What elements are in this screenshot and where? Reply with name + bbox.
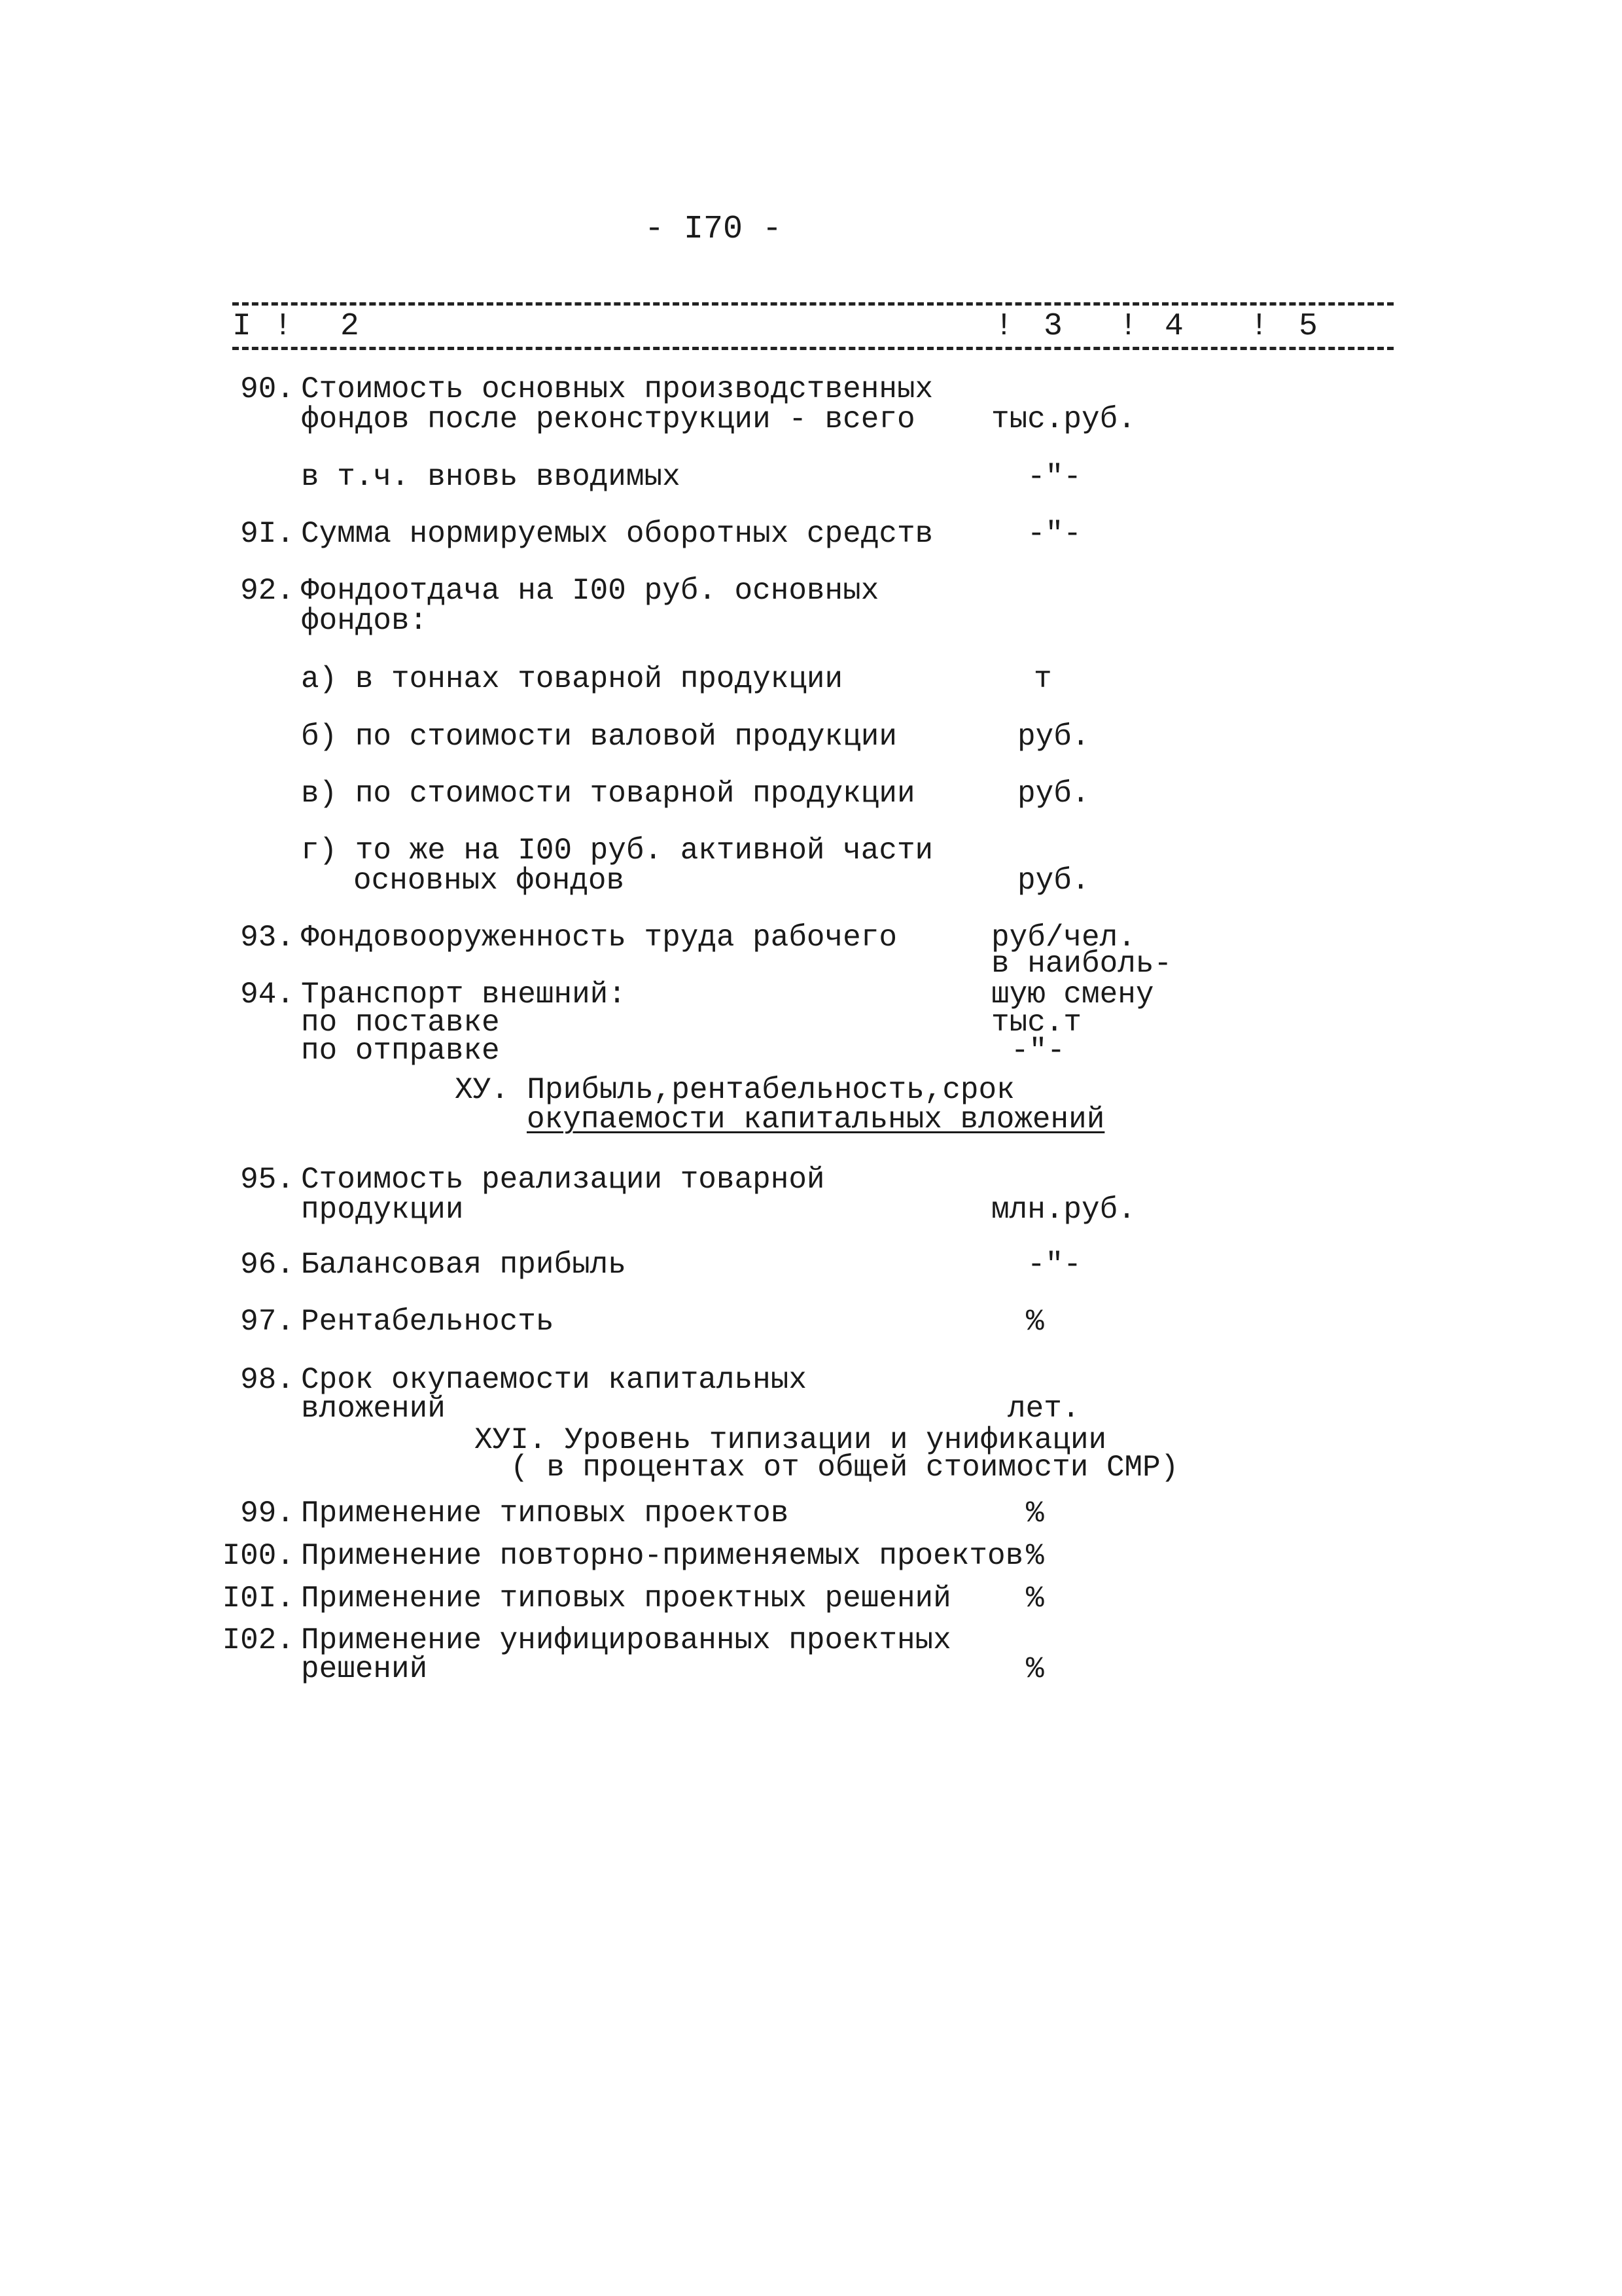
section-15-title-line2: окупаемости капитальных вложений: [527, 1103, 1105, 1137]
row-102-unit: %: [1026, 1652, 1044, 1686]
row-93-label: Фондовооруженность труда рабочего: [301, 921, 897, 955]
row-99-unit: %: [1026, 1496, 1044, 1530]
row-97-unit: %: [1026, 1305, 1044, 1339]
row-95-label-line1: Стоимость реализации товарной: [301, 1163, 825, 1197]
row-92-number: 92.: [240, 574, 294, 608]
header-col4: 4: [1165, 309, 1184, 344]
row-93-unit: руб/чел.: [991, 921, 1136, 955]
row-92c-unit: руб.: [1017, 777, 1090, 811]
row-95-number: 95.: [240, 1163, 294, 1197]
page-number: - I70 -: [644, 211, 783, 248]
header-col3: 3: [1044, 309, 1063, 344]
row-93-number: 93.: [240, 921, 294, 955]
row-98-label-line1: Срок окупаемости капитальных: [301, 1363, 807, 1397]
header-sep2: !: [995, 309, 1014, 344]
header-bottom-rule: [232, 347, 1394, 350]
row-97-number: 97.: [240, 1305, 294, 1339]
row-91-unit: -"-: [1027, 517, 1082, 551]
row-95-label-line2: продукции: [301, 1193, 464, 1227]
row-100-number: I00.: [222, 1539, 294, 1573]
row-92-label-line1: Фондоотдача на I00 руб. основных: [301, 574, 879, 608]
row-92d-unit: руб.: [1017, 864, 1090, 898]
row-92d-label-line2: основных фондов: [353, 864, 625, 898]
header-col5: 5: [1299, 309, 1318, 344]
row-90-label-line2: фондов после реконструкции - всего: [301, 402, 915, 436]
header-col1: I: [232, 309, 251, 344]
row-102-label-line2: решений: [301, 1652, 428, 1686]
row-99-label: Применение типовых проектов: [301, 1496, 789, 1530]
row-100-unit: %: [1026, 1539, 1044, 1573]
row-92b-unit: руб.: [1017, 720, 1090, 754]
row-91-label: Сумма нормируемых оборотных средств: [301, 517, 934, 551]
row-98-number: 98.: [240, 1363, 294, 1397]
row-96-number: 96.: [240, 1248, 294, 1282]
row-92c-label: в) по стоимости товарной продукции: [301, 777, 915, 811]
row-92b-label: б) по стоимости валовой продукции: [301, 720, 897, 754]
header-top-rule: [232, 302, 1394, 306]
row-102-label-line1: Применение унифицированных проектных: [301, 1623, 951, 1657]
row-94-unit-line4: -"-: [1011, 1034, 1065, 1068]
row-91-number: 9I.: [240, 517, 294, 551]
header-sep3: !: [1119, 309, 1138, 344]
row-92-label-line2: фондов:: [301, 604, 428, 638]
section-16-title-line2: ( в процентах от общей стоимости СМР): [510, 1451, 1179, 1485]
row-90-number: 90.: [240, 372, 294, 406]
row-90a-label: в т.ч. вновь вводимых: [301, 460, 680, 494]
row-92d-label-line1: г) то же на I00 руб. активной части: [301, 834, 934, 868]
row-94-label-line3: по отправке: [301, 1034, 500, 1068]
row-101-label: Применение типовых проектных решений: [301, 1581, 951, 1616]
row-100-label: Применение повторно-применяемых проектов: [301, 1539, 1024, 1573]
row-96-unit: -"-: [1027, 1248, 1082, 1282]
row-98-label-line2: вложений: [301, 1392, 446, 1426]
header-sep4: !: [1250, 309, 1269, 344]
row-102-number: I02.: [222, 1623, 294, 1657]
row-92a-label: а) в тоннах товарной продукции: [301, 662, 843, 696]
row-94-label-line1: Транспорт внешний:: [301, 978, 626, 1012]
row-96-label: Балансовая прибыль: [301, 1248, 626, 1282]
row-98-unit: лет.: [1008, 1392, 1080, 1426]
row-90-unit: тыс.руб.: [991, 402, 1136, 436]
row-94-label-line2: по поставке: [301, 1006, 500, 1040]
row-99-number: 99.: [240, 1496, 294, 1530]
row-90a-unit: -"-: [1027, 460, 1082, 494]
section-15-title-line1: ХУ. Прибыль,рентабельность,срок: [455, 1073, 1015, 1107]
row-101-unit: %: [1026, 1581, 1044, 1616]
row-101-number: I0I.: [222, 1581, 294, 1616]
row-94-number: 94.: [240, 978, 294, 1012]
header-col2: 2: [340, 309, 359, 344]
row-97-label: Рентабельность: [301, 1305, 554, 1339]
row-90-label-line1: Стоимость основных производственных: [301, 372, 934, 406]
row-94-unit-line3: тыс.т: [991, 1006, 1082, 1040]
row-94-unit-line1: в наиболь-: [991, 947, 1172, 981]
row-95-unit: млн.руб.: [991, 1193, 1136, 1227]
row-92a-unit: т: [1034, 662, 1052, 696]
header-sep1: !: [273, 309, 292, 344]
row-94-unit-line2: шую смену: [991, 978, 1154, 1012]
section-16-title-line1: ХУI. Уровень типизации и унификации: [474, 1423, 1107, 1457]
